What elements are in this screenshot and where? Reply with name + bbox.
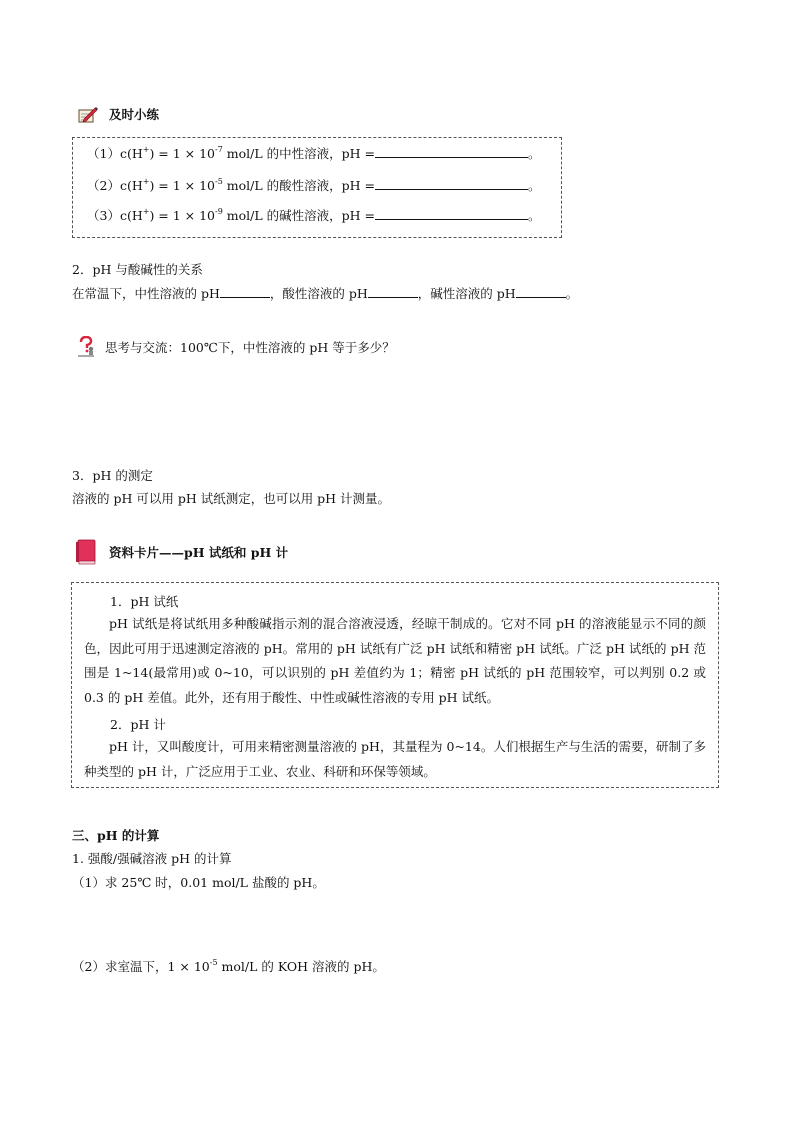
card-heading: 资料卡片——pH 试纸和 pH 计 [109, 545, 289, 560]
answer-blank-3[interactable] [375, 207, 528, 220]
base-ph-blank[interactable] [516, 285, 566, 298]
book-card-icon [75, 539, 97, 565]
calc-question-2: （2）求室温下，$1 \times 10^{-5}$ mol/L 的 KOH 溶液的 pH。 [72, 957, 385, 974]
card-sub2: 2．pH 计 [110, 717, 166, 732]
practice-item-2: $(2)c(H^+) = 1 \times 10^{-5}$ mol/L 的酸性溶液，pH = 。 [87, 176, 541, 193]
card-sub1: 1．pH 试纸 [110, 594, 179, 609]
pencil-note-icon [78, 106, 98, 124]
answer-blank-2[interactable] [375, 177, 528, 190]
section3-title: 3．pH 的测定 [72, 468, 153, 483]
practice-box [72, 137, 562, 238]
section3-text: 溶液的 pH 可以用 pH 试纸测定，也可以用 pH 计测量。 [72, 491, 391, 506]
card-box [71, 582, 719, 788]
section2-text: 在常温下，中性溶液的 pH ，酸性溶液的 pH ，碱性溶液的 pH 。 [72, 286, 579, 301]
calc-question-1: （1）求 25℃ 时，0.01 mol/L 盐酸的 pH。 [72, 875, 325, 890]
question-thinker-icon [77, 336, 95, 358]
practice-icon-wrap [78, 106, 98, 124]
card-para2: pH 计，又叫酸度计，可用来精密测量溶液的 pH，其量程为 0~14。人们根据生产与生活的需要，研制了多种类型的 pH 计，广泛应用于工业、农业、科研和环保等领域。 [84, 739, 706, 779]
practice-item-1: $(1)c(H^+) = 1 \times 10^{-7}$ mol/L 的中性溶液，pH = 。 [87, 144, 541, 161]
answer-blank-1[interactable] [375, 145, 528, 158]
neutral-ph-blank[interactable] [220, 285, 270, 298]
practice-heading: 及时小练 [109, 107, 160, 122]
card-icon-wrap [75, 539, 97, 565]
card-para1: pH 试纸是将试纸用多种酸碱指示剂的混合溶液浸透，经晾干制成的。它对不同 pH 的溶液能显示不同的颜色，因此可用于迅速测定溶液的 pH。常用的 pH 试纸有广泛 pH 试纸和精密 pH 试纸。广泛 pH 试纸的 pH 范围是 1~14(最常用)或 0~10，可以识别的 pH 差值约为 1；精密 pH 试纸的 pH 范围较窄，可以判别 0.2 或 0.3 的 pH 差值。此外，还有用于酸性、中性或碱性溶液的专用 pH 试纸。 [84, 616, 706, 705]
calc-subtitle: 1. 强酸/强碱溶液 pH 的计算 [72, 851, 232, 866]
practice-item-3: $(3)c(H^+) = 1 \times 10^{-9}$ mol/L 的碱性溶液，pH = 。 [87, 206, 541, 223]
acid-ph-blank[interactable] [368, 285, 418, 298]
calc-title: 三、pH 的计算 [72, 828, 160, 843]
think-text: 思考与交流：100℃下，中性溶液的 pH 等于多少？ [105, 340, 395, 355]
section2-title: 2．pH 与酸碱性的关系 [72, 262, 203, 277]
think-icon-wrap [77, 336, 95, 358]
